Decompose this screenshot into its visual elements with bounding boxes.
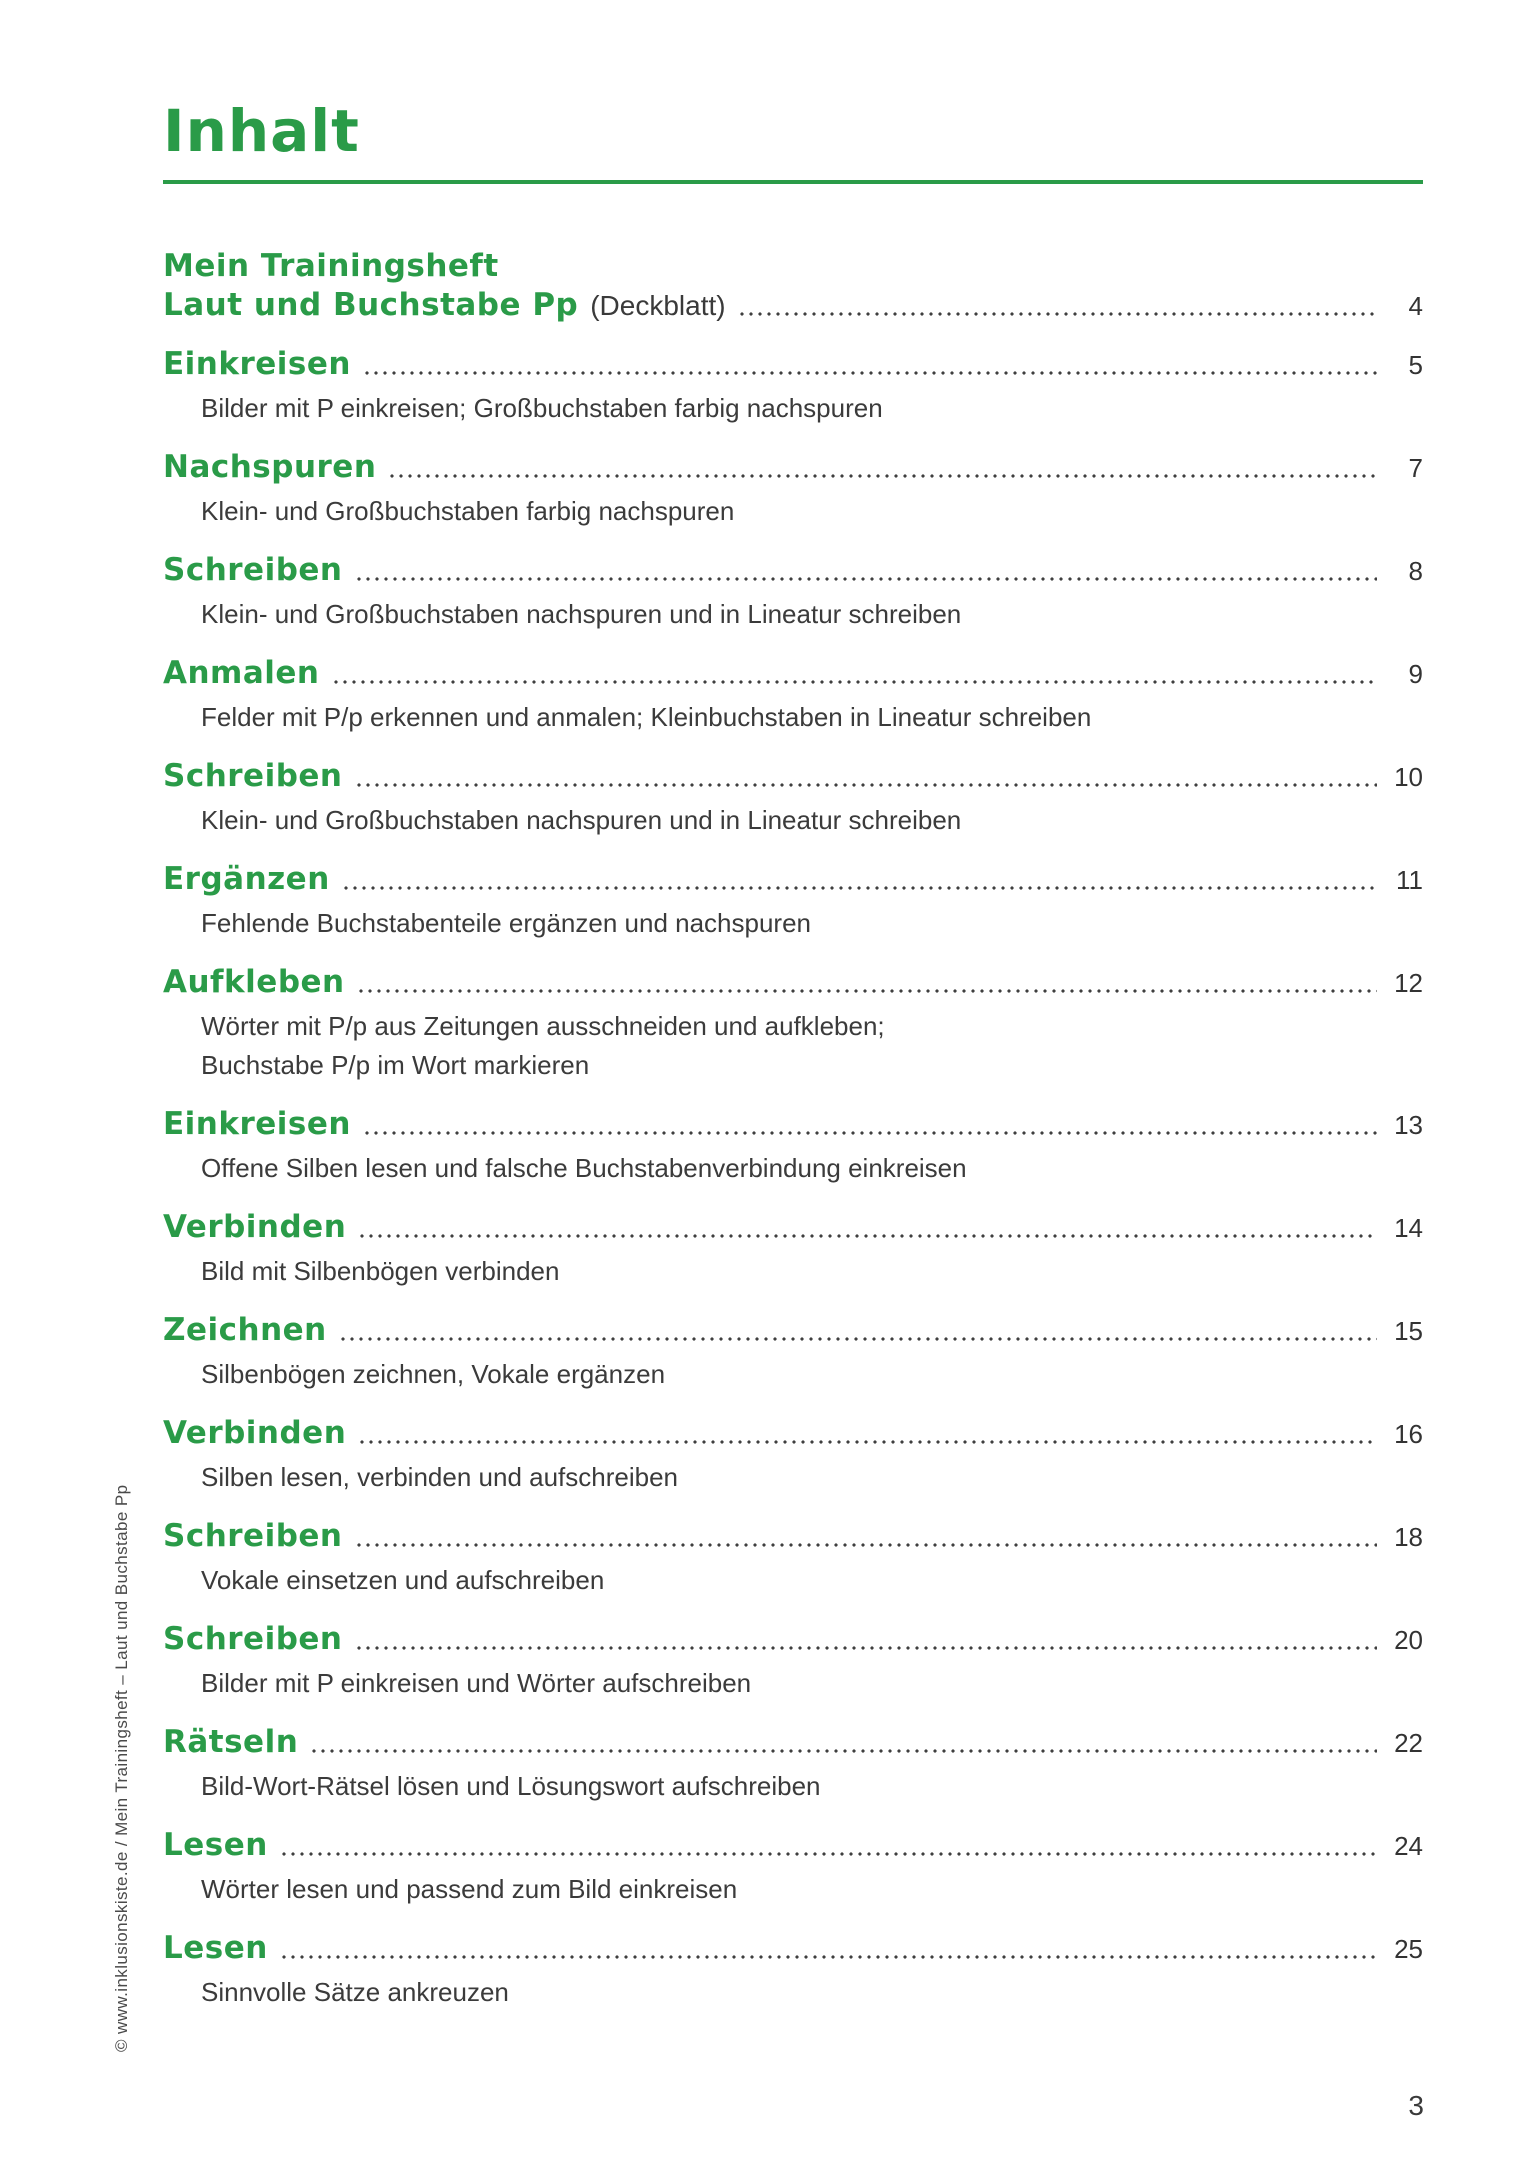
dotted-leader [346,1208,1383,1247]
toc-entry [163,1311,1423,1394]
dotted-leader [343,1620,1384,1659]
toc-entry [163,448,1423,531]
entry-page-number: 20 [1394,1624,1423,1655]
entry-description-line: Vokale einsetzen und aufschreiben [201,1564,605,1595]
dotted-leader [343,1517,1384,1556]
entry-description-line: Silben lesen, verbinden und aufschreiben [201,1461,679,1492]
entry-title: Schreiben [163,551,343,588]
toc-entry-heading [163,963,1423,1002]
entry-page-number: 24 [1394,1830,1423,1861]
toc-entry [163,246,1423,325]
toc-entry-heading [163,1723,1423,1762]
entry-page-number: 25 [1394,1933,1423,1964]
entry-description [201,389,1423,428]
entry-title: Nachspuren [163,448,377,485]
entry-description-line: Wörter mit P/p aus Zeitungen ausschneiden und aufkleben; [201,1010,885,1041]
entry-title-suffix: (Deckblatt) [590,289,726,321]
entry-title: Laut und Buchstabe Pp [163,286,579,323]
toc-entry-heading [163,757,1423,796]
toc-list [163,246,1423,2012]
entry-title: Zeichnen [163,1311,327,1348]
entry-description-line: Wörter lesen und passend zum Bild einkreisen [201,1873,738,1904]
toc-entry [163,757,1423,840]
entry-page-number: 12 [1394,967,1423,998]
dotted-leader [351,1105,1383,1144]
entry-page-number: 5 [1408,349,1423,380]
entry-description [201,1767,1423,1806]
toc-entry-heading [163,551,1423,590]
entry-title: Schreiben [163,1517,343,1554]
toc-entry-heading [163,1620,1423,1659]
entry-title: Aufkleben [163,963,345,1000]
entry-description-line: Felder mit P/p erkennen und anmalen; Kleinbuchstaben in Lineatur schreiben [201,701,1092,732]
entry-title: Schreiben [163,757,343,794]
entry-description [201,1355,1423,1394]
toc-entry [163,1517,1423,1600]
sidebar-credit: © www.inklusionskiste.de / Mein Trainingsheft – Laut und Buchstabe Pp [112,1484,131,2052]
dotted-leader [298,1723,1383,1762]
entry-description [201,1870,1423,1909]
entry-description [201,1664,1423,1703]
entry-description-line: Bild mit Silbenbögen verbinden [201,1255,560,1286]
dotted-leader [343,551,1384,590]
entry-description-line: Klein- und Großbuchstaben nachspuren und in Lineatur schreiben [201,804,962,835]
dotted-leader [327,1311,1383,1350]
entry-title: Verbinden [163,1208,347,1245]
entry-page-number: 10 [1394,761,1423,792]
entry-page-number: 9 [1408,658,1423,689]
dotted-leader [345,963,1383,1002]
entry-page-number: 14 [1394,1212,1423,1243]
toc-entry [163,1414,1423,1497]
entry-description [201,1252,1423,1291]
entry-title: Rätseln [163,1723,299,1760]
entry-page-number: 16 [1394,1418,1423,1449]
toc-entry [163,345,1423,428]
toc-entry-heading [163,286,1423,325]
entry-description [201,904,1423,943]
toc-entry-heading [163,448,1423,487]
title-underline [163,180,1423,184]
entry-description-line: Buchstabe P/p im Wort markieren [201,1049,590,1080]
dotted-leader [320,654,1383,693]
dotted-leader [268,1826,1383,1865]
entry-description [201,1149,1423,1188]
toc-entry-heading [163,860,1423,899]
toc-entry [163,654,1423,737]
entry-description-line: Fehlende Buchstabenteile ergänzen und nachspuren [201,907,812,938]
entry-description-line: Sinnvolle Sätze ankreuzen [201,1976,509,2007]
dotted-leader [351,345,1383,384]
entry-description [201,1561,1423,1600]
toc-entry [163,1826,1423,1909]
toc-entry [163,1208,1423,1291]
entry-description [201,492,1423,531]
entry-title: Anmalen [163,654,320,691]
entry-page-number: 15 [1394,1315,1423,1346]
toc-entry-heading [163,1414,1423,1453]
toc-content [163,97,1423,2032]
entry-description-line: Bilder mit P einkreisen; Großbuchstaben farbig nachspuren [201,392,883,423]
entry-description [201,1458,1423,1497]
entry-title: Einkreisen [163,345,351,382]
entry-title-pretitle: Mein Trainingsheft [163,247,499,284]
entry-description-line: Klein- und Großbuchstaben nachspuren und in Lineatur schreiben [201,598,962,629]
dotted-leader [346,1414,1383,1453]
toc-entry [163,1105,1423,1188]
toc-entry-heading [163,1105,1423,1144]
toc-entry [163,1620,1423,1703]
toc-entry-heading [163,1311,1423,1350]
entry-page-number: 22 [1394,1727,1423,1758]
footer-page-number: 3 [1408,2090,1424,2121]
entry-description-line: Offene Silben lesen und falsche Buchstabenverbindung einkreisen [201,1152,967,1183]
entry-description-line: Bild-Wort-Rätsel lösen und Lösungswort aufschreiben [201,1770,821,1801]
entry-description-line: Silbenbögen zeichnen, Vokale ergänzen [201,1358,666,1389]
entry-title: Lesen [163,1826,268,1863]
toc-entry-heading [163,345,1423,384]
toc-entry-heading [163,1826,1423,1865]
entry-page-number: 7 [1408,452,1423,483]
toc-entry-heading [163,1517,1423,1556]
dotted-leader [343,757,1384,796]
entry-description [201,801,1423,840]
dotted-leader [268,1929,1383,1968]
entry-title: Ergänzen [163,860,330,897]
toc-entry [163,1723,1423,1806]
entry-description [201,1973,1423,2012]
entry-description [201,595,1423,634]
toc-entry-heading [163,654,1423,693]
entry-page-number: 13 [1394,1109,1423,1140]
toc-entry [163,551,1423,634]
dotted-leader [376,448,1383,487]
entry-page-number: 4 [1408,290,1423,321]
entry-page-number: 11 [1396,864,1423,895]
toc-entry-heading [163,1208,1423,1247]
entry-description-line: Klein- und Großbuchstaben farbig nachspuren [201,495,735,526]
entry-page-number: 18 [1394,1521,1423,1552]
toc-entry-heading [163,1929,1423,1968]
entry-page-number: 8 [1408,555,1423,586]
toc-entry [163,860,1423,943]
dotted-leader [726,286,1383,325]
dotted-leader [330,860,1383,899]
toc-entry [163,963,1423,1085]
entry-title: Einkreisen [163,1105,351,1142]
page-title: Inhalt [163,97,360,165]
toc-entry [163,1929,1423,2012]
entry-description [201,698,1423,737]
entry-title: Lesen [163,1929,268,1966]
entry-description [201,1007,1423,1085]
entry-description-line: Bilder mit P einkreisen und Wörter aufschreiben [201,1667,752,1698]
entry-title: Schreiben [163,1620,343,1657]
entry-title: Verbinden [163,1414,347,1451]
